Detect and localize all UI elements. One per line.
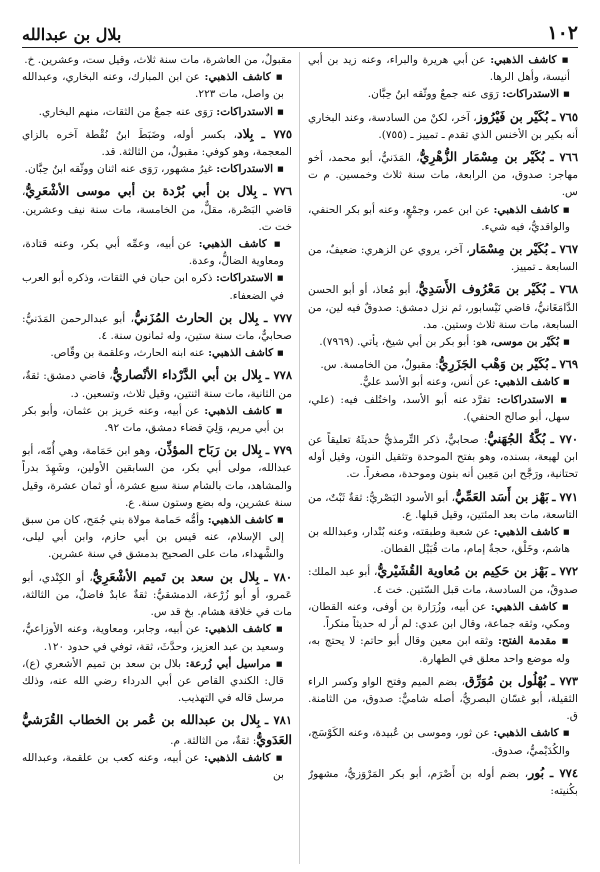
citation-text: عن ابن المبارك، وعنه البخاري، وعبدالله بن واصل، مات ٢٢٣. bbox=[22, 71, 284, 101]
entry-heading bbox=[22, 441, 292, 512]
narrator-name: بَهْز بن حَكِيم بن مُعاوية القُشَيْريُّ bbox=[377, 563, 548, 579]
source-citation bbox=[308, 599, 578, 633]
source-citation bbox=[22, 621, 292, 655]
source-citation bbox=[22, 236, 292, 270]
entry-heading bbox=[22, 366, 292, 402]
biography-entry bbox=[22, 52, 292, 121]
source-citation bbox=[308, 374, 578, 391]
citation-text: عن أبي هريرة والبراء، وعنه زيد بن أبي أنيسة، وأهل الرها. bbox=[308, 54, 570, 84]
entry-number: ٧٧٤ ـ bbox=[549, 765, 578, 780]
citation-text: عن أنس، وعنه أبو الأسد عليٌّ. bbox=[359, 376, 491, 389]
citation-text: عن أبيه، وعمِّه أبي بكر، وعنه قتادة، ومعاوية الضالُّ، وعدة. bbox=[22, 238, 284, 268]
narrator-name: بُكَّةُ الجُهَنيُّ bbox=[487, 431, 546, 447]
source-citation bbox=[22, 512, 292, 564]
entry-heading bbox=[308, 108, 578, 144]
citation-source-label: ▪ كاشف الذهبي: bbox=[493, 727, 570, 740]
citation-text: هو: أبو بكر بن أبي شيخ، يأتي. (٧٩٦٩). bbox=[319, 336, 488, 349]
narrator-name: بِلال بن رَبَاح المؤذِّن bbox=[157, 442, 262, 458]
biography-entry bbox=[308, 488, 578, 559]
entry-number: ٧٧٥ ـ bbox=[261, 126, 292, 141]
biography-entry bbox=[22, 711, 292, 784]
source-citation bbox=[308, 725, 578, 759]
citation-source-label: ▪ كاشف الذهبي: bbox=[204, 71, 284, 84]
entry-heading bbox=[308, 355, 578, 374]
entry-heading bbox=[22, 125, 292, 161]
source-citation bbox=[308, 524, 578, 558]
entry-number: ٧٨٠ ـ bbox=[264, 569, 292, 584]
entry-heading bbox=[308, 672, 578, 726]
citation-source-label: ▪ كاشف الذهبي: bbox=[208, 347, 284, 360]
citation-text: وثقه ابن معين وقال أبو حاتم: لا يحتج به، وله موضع واحد معلق في الطهارة. bbox=[308, 635, 570, 665]
entry-number: ٧٧٩ ـ bbox=[265, 443, 292, 458]
citation-text: عن ابن عمر، وجمْعٍ، وعنه أبو بكر الحنفي، والواقديُّ، فيه شيء. bbox=[308, 203, 570, 233]
narrator-name: بُكَيْر بن مِسْمَار bbox=[469, 241, 549, 257]
source-citation bbox=[308, 633, 578, 667]
citation-text: تفرَّد عنه أبو الأسد، واختُلف فيه: (علي، سهل، أبو صالح الحنفي). bbox=[308, 393, 570, 423]
biography-entry bbox=[308, 108, 578, 144]
entry-heading bbox=[308, 430, 578, 484]
entry-number: ٧٨١ ـ bbox=[264, 713, 292, 728]
source-citation bbox=[308, 202, 578, 236]
biography-entry bbox=[308, 355, 578, 426]
biography-entry bbox=[308, 52, 578, 104]
entry-description: ، أبو مُعاذ، أو أبو الحسن الدَّامَغَانيُّ، قاضي نَيْسابور، ثم نزل دمشق: صدوقٌ فيه لين، من السابعة، مات سنة ثلاث وستين. مد. bbox=[308, 284, 578, 331]
source-citation bbox=[308, 334, 578, 351]
biography-entry bbox=[22, 309, 292, 363]
citation-source-label: ▪ الاستدراكات: bbox=[216, 163, 284, 176]
entry-number: ٧٦٨ ـ bbox=[550, 282, 578, 297]
citation-source-label: ▪ كاشف الذهبي: bbox=[490, 600, 570, 613]
entry-number: ٧٧٧ ـ bbox=[264, 310, 292, 325]
entry-description: ، المَدَنيُّ، أبو محمد، أخو مهاجر: صدوق، من الرابعة، مات سنة ثلاث وخمسين. م ت س. bbox=[308, 152, 578, 199]
entry-heading bbox=[22, 309, 292, 345]
citation-text: عن ثور، وموسى بن عُبيدة، وعنه الكَوْسَج، والكُدَيْميُّ، صدوق. bbox=[308, 727, 570, 757]
entry-description: ، بضم الميم وفتح الواو وكسر الراء الثقيلة، أبو غسّان البصريُّ، أصله شاميٌّ: صدوق، من الثامنة. ق. bbox=[308, 675, 578, 723]
entry-description: ، أبو عبدالرحمن المَدَنيُّ: صحابيٌّ، مات سنة ستين، وله ثمانون سنة. ٤. bbox=[22, 312, 292, 343]
biography-entry bbox=[22, 441, 292, 563]
citation-source-label: ▪ كاشف الذهبي: bbox=[204, 404, 284, 417]
biography-entry bbox=[22, 125, 292, 179]
narrator-name: بُكَيْر بن مِسْمَار الزُّهْرِيُّ bbox=[419, 149, 545, 165]
source-citation bbox=[22, 403, 292, 437]
entry-heading bbox=[308, 488, 578, 524]
entry-heading bbox=[22, 52, 292, 69]
entry-description: : مقبولٌ، من الخامسة. س. bbox=[320, 359, 439, 372]
source-citation bbox=[22, 656, 292, 708]
narrator-name: بِلال بن أبي الدَّرْداء الأنْصاريُّ bbox=[112, 367, 262, 383]
right-column bbox=[308, 52, 578, 864]
citation-text: رَوَى عنه جمعٌ من الثقات، منهم البخاري. bbox=[38, 105, 213, 118]
narrator-name: بُكَيْر بن وَهْب الجَزَرِيُّ bbox=[438, 356, 549, 372]
entry-description: : صحابيٌّ، ذكر التِّرمذيُّ حديثَهُ تعليقاً عن ابن لهيعة، بسنده، وهو بفتح الموحدة وتثقيل النون، وقيل أوله تحتانية، ورَجَّح ابن مَعِين أنه بنون وموحدة، مصغراً. ت. bbox=[308, 434, 578, 481]
citation-source-label: ▪ كاشف الذهبي: bbox=[493, 203, 570, 216]
citation-source-label: ▪ كاشف الذهبي: bbox=[204, 751, 284, 764]
entry-description: ، آخر، يروي عن الزهري: ضعيفٌ، من السابعة ـ تمييز. bbox=[308, 244, 578, 274]
citation-source-label: ▪ مقدمة الفتح: bbox=[497, 635, 570, 648]
entry-description: ، أبو الأسود البَصْريُّ: ثقةٌ ثَبْتٌ، من التاسعة، مات بعد المئتين، وقيل قبلها. ع. bbox=[308, 491, 578, 521]
entry-heading bbox=[308, 764, 578, 800]
entry-description: ، قاضي دمشق: ثقةٌ، من الثانية، مات سنة اثنتين، وقيل ثلاث، وتسعين. د. bbox=[22, 370, 292, 400]
citation-text: عنه ابنه الحارث، وعلقمة بن وقّاص. bbox=[50, 347, 205, 360]
source-citation bbox=[308, 392, 578, 426]
entry-number: ٧٦٥ ـ bbox=[551, 109, 578, 124]
biography-entry bbox=[308, 672, 578, 760]
entry-description: ، وهو ابن حَمَامة، وهي أُمّه، أبو عبدالله، مولى أبي بكر، من السابقين الأولين، وشَهِدَ بدراً والمشاهد، مات بالشام سنة سبع عشرة، أو ثمان عشرة، وقيل سنة عشرين، وله بضع وستون سنة. ع. bbox=[22, 445, 292, 509]
biography-entry bbox=[308, 148, 578, 236]
column-divider bbox=[299, 52, 300, 864]
entry-heading bbox=[22, 182, 292, 236]
narrator-name: بُكَيْر بن مَعْرُوف الأَسَدِيُّ bbox=[418, 281, 546, 297]
citation-text: عن شعبة وطبقته، وعنه بُنْدار، وعبدالله بن هاشم، وخَلْق، حجةٌ إمام، مات قُبَيْل القطان. bbox=[308, 526, 570, 556]
citation-text: عن أبيه، وعنه حَريز بن عثمان، وأبو بكر بن أبي مريم، وَلِيَ قضاء دمشق، مات ٩٢. bbox=[22, 404, 284, 435]
narrator-name: بُكَيْر بن فَيْرُوز bbox=[476, 108, 549, 124]
entry-number: ٧٦٦ ـ bbox=[550, 150, 578, 165]
entry-description: ، أو الكِنْدي، أبو عَمرو، أو أبو زُرْعة، الدمشقيُّ: ثقةٌ عابدٌ فاضلٌ، من الثالثة، مات في خلافة هشام. بخ قد س. bbox=[22, 571, 292, 619]
narrator-name: بِلاد bbox=[237, 125, 254, 141]
biography-entry bbox=[308, 764, 578, 800]
source-citation bbox=[308, 52, 578, 86]
entry-number: ٧٧٢ ـ bbox=[551, 564, 578, 579]
citation-source-label: ▪ كاشف الذهبي: bbox=[494, 376, 570, 389]
narrator-name: بِلال بن أبي بُرْدة بن أبي موسى الأشْعَرِيُّ bbox=[25, 183, 257, 199]
narrator-name: بِلال بن عبدالله بن عُمر بن الخطاب القُرَشيُّ العَدَويُّ bbox=[22, 712, 292, 747]
citation-text: ذكره ابن حبان في الثقات، وذكره أبو العرب في الضعفاء. bbox=[22, 272, 284, 302]
citation-text: غيرُ مشهور، رَوَى عنه اثنان ووثّقه ابنُ حِبَّان. bbox=[24, 163, 213, 176]
entry-number: ٧٧٦ ـ bbox=[263, 184, 292, 199]
source-citation bbox=[22, 270, 292, 304]
entry-number: ٧٧١ ـ bbox=[552, 489, 578, 504]
citation-text: عن أبيه، وعنه كعب بن علقمة، وعبدالله بن bbox=[22, 751, 284, 781]
biography-entry bbox=[22, 182, 292, 304]
biography-entry bbox=[308, 562, 578, 667]
biography-entry bbox=[308, 240, 578, 276]
entry-number: ٧٧٠ ـ bbox=[550, 432, 578, 447]
citation-text: رَوَى عنه جمعٌ ووثّقه ابنُ حِبَّان. bbox=[367, 88, 499, 101]
entry-number: ٧٦٩ ـ bbox=[552, 357, 578, 372]
entry-heading bbox=[308, 240, 578, 276]
citation-source-label: ▪ كاشف الذهبي: bbox=[490, 54, 570, 66]
entry-heading bbox=[22, 568, 292, 622]
source-citation bbox=[22, 161, 292, 178]
citation-source-label: ▪ الاستدراكات: bbox=[216, 105, 284, 118]
entry-heading bbox=[22, 711, 292, 749]
citation-source-label: ▪ كاشف الذهبي: bbox=[198, 238, 284, 251]
running-title: بلال بن عبدالله bbox=[22, 25, 122, 44]
source-citation bbox=[22, 69, 292, 103]
narrator-name: بُهْلُول بن مُوَرِّق bbox=[465, 672, 547, 688]
citation-source-label: ▪ الاستدراكات: bbox=[502, 88, 570, 101]
source-citation bbox=[22, 104, 292, 121]
entry-description: ، آخر، لكنْ من السادسة، وعند البخاري أنه بكير بن الأخنس الذي تقدم ـ تمييز ـ (٧٥٥). bbox=[308, 111, 578, 141]
source-citation bbox=[22, 750, 292, 784]
citation-source-label: ▪ الاستدراكات: bbox=[215, 272, 285, 285]
citation-source-label: ▪ كاشف الذهبي: bbox=[207, 514, 284, 527]
source-citation bbox=[308, 86, 578, 103]
entry-description: ، قاضي البَصْرة، مقلٌّ، من الخامسة، مات سنة نيف وعشرين. خت ت. bbox=[22, 186, 292, 233]
page-number: ١٠٢ bbox=[547, 22, 578, 44]
citation-source-label: ▪ الاستدراكات: bbox=[496, 393, 570, 406]
citation-text: بلال بن سعد بن تميم الأشعري (ع)، قال: الكندي القاص عن أبي الدرداء رضي الله عنه، وذلك مرسل قاله في التهذيب. bbox=[22, 657, 284, 705]
entry-description: ، بكسر أوله، وضَبَطَ ابنُ نُقْطة آخره بالزاي المعجمة، وهو كوفي: مقبولٌ، من الثالثة. قد. bbox=[22, 128, 292, 159]
narrator-name: بِلال بن الحارث المُزَنيُّ bbox=[134, 309, 259, 325]
citation-source-label: ▪ بُكَيْر بن موسى، bbox=[490, 336, 570, 349]
citation-source-label: ▪ كاشف الذهبي: bbox=[204, 623, 284, 636]
entry-description: ، أبو عبد الملك: صدوقٌ، من السادسة، مات قبل السّتين. خت ٤. bbox=[308, 566, 578, 596]
citation-source-label: ▪ مراسيل أبي زُرعة: bbox=[185, 657, 284, 670]
narrator-name: بِلال بن سعد بن تَميم الأشْعَرِيُّ bbox=[92, 568, 260, 584]
citation-text: وأمُّه حَمامة مولاة بني جُمَح، كان من سبق إلى الإسلام، عنه قيس بن أبي حازم، وابن أبي ليلى، والشَّهداء، مات على الصحيح بدمشق في سنة عشرين. bbox=[22, 514, 284, 561]
citation-text: عن أبيه، وجابر، ومعاوية، وعنه الأوزاعيُّ، وسعيد بن عبد العزيز، وحدَّثَ، ثقة، توفي في حدود ١٢٠. bbox=[22, 623, 284, 653]
biography-entry bbox=[308, 280, 578, 351]
entry-description: ، بضم أوله بن أَصْرَم، أبو بكر المَرْوَزيُّ، مشهورٌ بكُنيته: bbox=[308, 767, 578, 797]
entry-description: مقبولٌ، من العاشرة، مات سنة ثلاث، وقيل ست، وعشرين. خ. bbox=[24, 54, 292, 66]
citation-text: عن أبيه، وزُرَارة بن أوفى، وعنه القطان، ومكي، وثقه جماعة، وقال ابن عدي: لم أر له حديثاً منكراً. bbox=[308, 600, 570, 631]
biography-entry bbox=[22, 366, 292, 437]
biography-entry bbox=[308, 430, 578, 484]
page-header bbox=[22, 10, 578, 48]
entry-number: ٧٦٧ ـ bbox=[551, 242, 578, 257]
narrator-name: بُور bbox=[528, 764, 545, 780]
entry-heading bbox=[308, 148, 578, 202]
entry-number: ٧٧٣ ـ bbox=[551, 673, 578, 688]
entry-number: ٧٧٨ ـ bbox=[265, 368, 292, 383]
biography-entry bbox=[22, 568, 292, 708]
narrator-name: بَهْز بن أَسَد العَمِّيُّ bbox=[455, 488, 549, 504]
left-column bbox=[22, 52, 292, 864]
entry-description: : ثقةٌ، من الثالثة. م. bbox=[170, 734, 257, 747]
entry-heading bbox=[308, 280, 578, 334]
entry-heading bbox=[308, 562, 578, 598]
source-citation bbox=[22, 345, 292, 362]
citation-source-label: ▪ كاشف الذهبي: bbox=[493, 526, 570, 539]
